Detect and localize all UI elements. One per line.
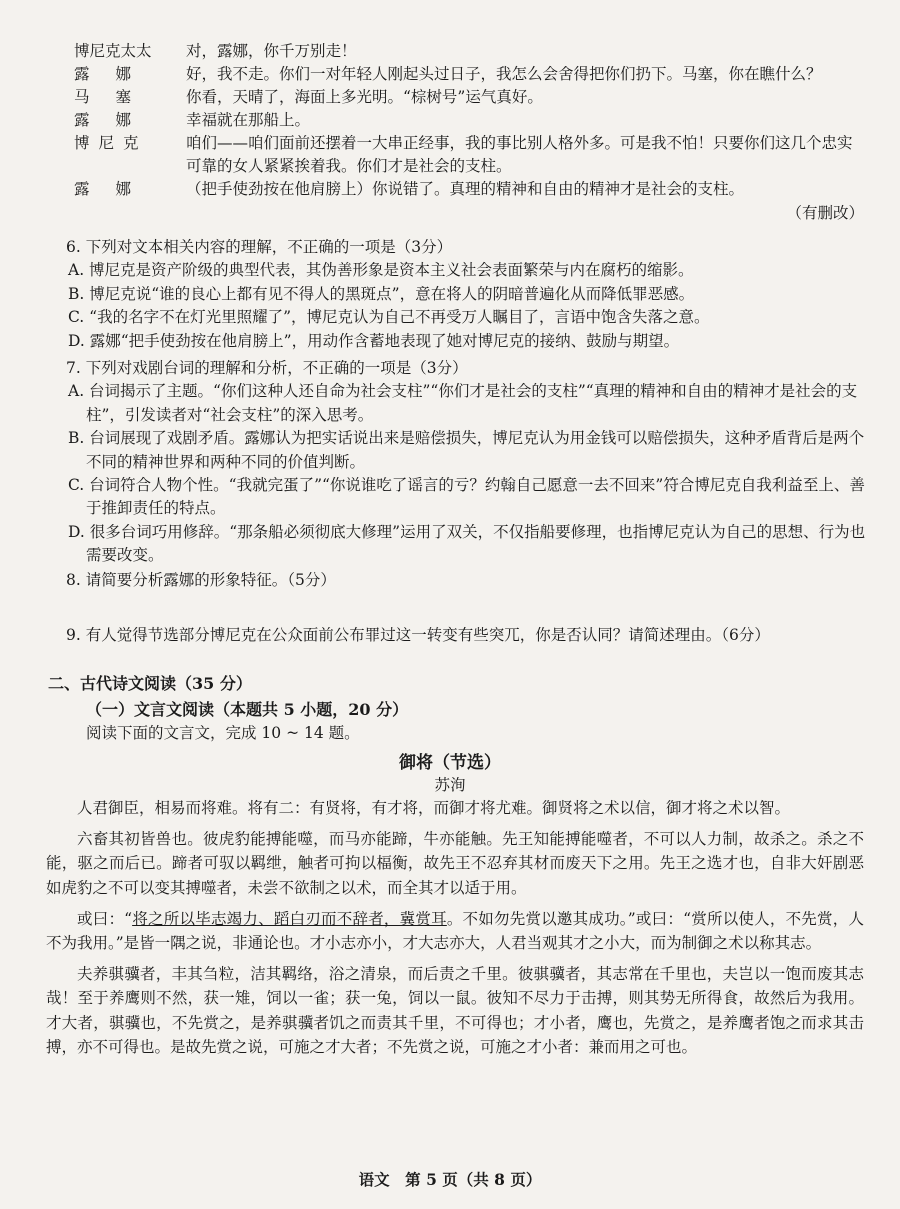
line-text: （把手使劲按在他肩膀上）你说错了。真理的精神和自由的精神才是社会的支柱。 xyxy=(186,180,745,198)
classical-passage xyxy=(46,796,864,1066)
speaker: 马塞 xyxy=(74,88,158,106)
dialogue-line xyxy=(74,109,864,132)
dialogue-line xyxy=(74,178,864,201)
question-stem: 6. 下列对文本相关内容的理解，不正确的一项是（3分） xyxy=(66,238,453,256)
line-text: 对，露娜，你千万别走！ xyxy=(186,42,357,60)
dialogue-line xyxy=(74,40,864,63)
option-b: B. 博尼克说“谁的良心上都有见不得人的黑斑点”，意在将人的阴暗普遍化从而降低罪恶感。 xyxy=(68,284,695,303)
paragraph: 夫养骐骥者，丰其刍粒，洁其羁络，浴之清泉，而后责之千里。彼骐骥者，其志常在千里也，夫岂以一饱而废其志哉！至于养鹰则不然，获一雉，饲以一雀；获一兔，饲以一鼠。彼知不尽力于击搏，则其势无所得食，故然后为我用。才大者，骐骥也，不先赏之，是养骐骥者饥之而责其千里，不可得也；才小者，鹰也，先赏之，是养鹰者饱之而求其击搏，亦不可得也。是故先赏之说，可施之才大者；不先赏之说，可施之才小者：兼而用之可也。 xyxy=(46,965,864,1056)
line-text: 咱们——咱们面前还摆着一大串正经事，我的事比别人格外多。可是我不怕！只要你们这几个忠实可靠的女人紧紧挨着我。你们才是社会的支柱。 xyxy=(186,134,853,175)
line-text: 幸福就在那船上。 xyxy=(186,111,311,129)
dialogue-line xyxy=(74,132,864,178)
paragraph: 六畜其初皆兽也。彼虎豹能搏能噬，而马亦能蹄，牛亦能触。先王知能搏能噬者，不可以人力制，故杀之。杀之不能，驱之而后已。蹄者可驭以羁绁，触者可拘以楅衡，故先王不忍弃其材而废天下之用。先王之选才也，自非大奸剧恶如虎豹之不可以变其搏噬者，未尝不欲制之以术，而全其才以适于用。 xyxy=(46,830,864,897)
passage-author: 苏洵 xyxy=(434,776,466,794)
page-footer: 语文 第 5 页（共 8 页） xyxy=(358,1170,542,1189)
speaker: 博尼克 xyxy=(74,134,148,152)
line-text: 好，我不走。你们一对年轻人刚起头过日子，我怎么会舍得把你们扔下。马塞，你在瞧什么？ xyxy=(186,65,822,83)
speaker: 露娜 xyxy=(74,180,158,198)
speaker: 博尼克太太 xyxy=(74,42,152,60)
question-stem: 7. 下列对戏剧台词的理解和分析，不正确的一项是（3分） xyxy=(66,359,468,377)
option-c: C. “我的名字不在灯光里照耀了”，博尼克认为自己不再受万人瞩目了，言语中饱含失落之意。 xyxy=(68,308,710,327)
line-text: 你看，天晴了，海面上多光明。“棕树号”运气真好。 xyxy=(186,88,543,106)
text-run: 或曰：“ xyxy=(77,909,133,928)
speaker: 露娜 xyxy=(74,65,158,83)
dialogue-line xyxy=(74,63,864,86)
question-6 xyxy=(66,236,866,353)
option-a: A. 博尼克是资产阶级的典型代表，其伪善形象是资本主义社会表面繁荣与内在腐朽的缩影。 xyxy=(68,261,694,280)
instruction: 阅读下面的文言文，完成 10 ~ 14 题。 xyxy=(86,724,360,742)
option-d: D. 很多台词巧用修辞。“那条船必须彻底大修理”运用了双关，不仅指船要修理，也指博尼克认为自己的思想、行为也需要改变。 xyxy=(68,522,866,565)
drama-dialogue xyxy=(74,40,864,225)
option-a: A. 台词揭示了主题。“你们这种人还自命为社会支柱”“你们才是社会的支柱”“真理的精神和自由的精神才是社会的支柱”，引发读者对“社会支柱”的深入思考。 xyxy=(68,382,858,424)
option-b: B. 台词展现了戏剧矛盾。露娜认为把实话说出来是赔偿损失，博尼克认为用金钱可以赔偿损失，这种矛盾背后是两个不同的精神世界和两种不同的价值判断。 xyxy=(68,429,865,471)
section-heading: 二、古代诗文阅读（35 分） xyxy=(48,674,252,693)
revision-note: （有删改） xyxy=(786,204,864,222)
option-d: D. 露娜“把手使劲按在他肩膀上”，用动作含蓄地表现了她对博尼克的接纳、鼓励与期望。 xyxy=(68,331,680,350)
option-c: C. 台词符合人物个性。“我就完蛋了”“你说谁吃了谣言的亏？约翰自己愿意一去不回来”符合博尼克自我利益至上、善于推卸责任的特点。 xyxy=(68,476,865,518)
paragraph xyxy=(46,907,864,955)
paragraph: 人君御臣，相易而将难。将有二：有贤将，有才将，而御才将尤难。御贤将之术以信，御才将之术以智。 xyxy=(77,799,791,817)
question-8: 8. 请简要分析露娜的形象特征。（5分） xyxy=(66,571,336,589)
underlined-sentence: 将之所以毕志竭力、蹈白刃而不辞者，冀赏耳 xyxy=(132,909,447,928)
text-run: 。不如勿先赏以邀其成功。”或曰：“赏所以使人，不先赏，人不为我用。”是皆一隅之说，非通论也。才小志亦小，才大志亦大，人君当观其才之小大，而为制御之术以称其志。 xyxy=(46,909,864,953)
question-7 xyxy=(66,357,866,568)
speaker: 露娜 xyxy=(74,111,158,129)
passage-title: 御将（节选） xyxy=(399,753,501,773)
subsection-heading: （一）文言文阅读（本题共 5 小题，20 分） xyxy=(86,700,409,719)
question-9: 9. 有人觉得节选部分博尼克在公众面前公布罪过这一转变有些突兀，你是否认同？请简述理由。（6分） xyxy=(66,626,770,644)
dialogue-line xyxy=(74,86,864,109)
